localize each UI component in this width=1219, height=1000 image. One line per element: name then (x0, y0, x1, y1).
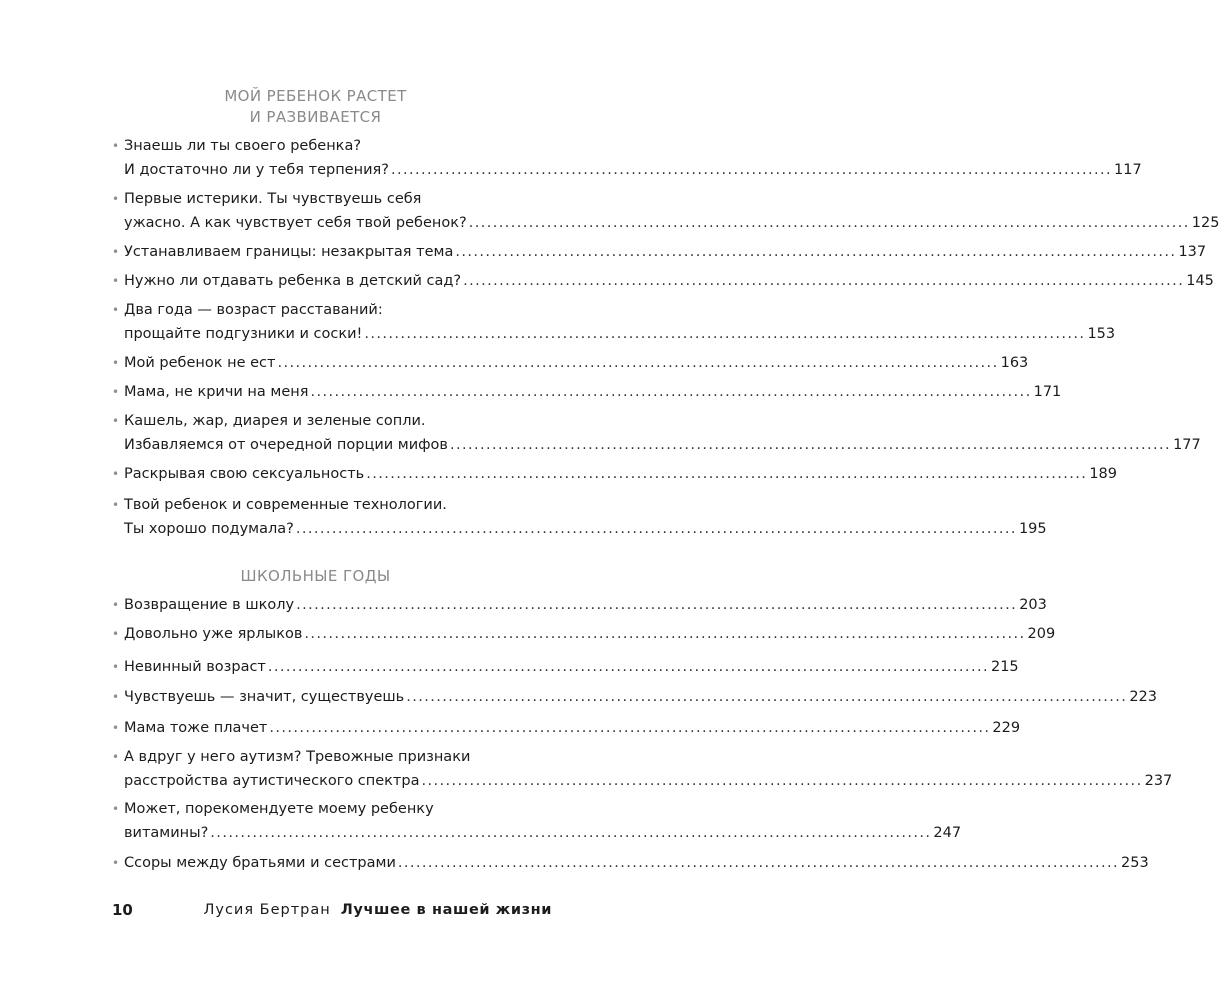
dot-leader: ........................................................................................................................ (455, 244, 1177, 260)
dot-leader: ........................................................................................................................ (390, 162, 1113, 178)
dot-leader: ........................................................................................................................ (463, 273, 1185, 289)
page-number: 247 (933, 825, 962, 841)
dot-leader: ........................................................................................................................ (406, 689, 1128, 705)
toc-entry (112, 187, 1219, 235)
dot-leader: ........................................................................................................................ (366, 466, 1088, 482)
bullet-icon: • (112, 802, 120, 816)
section-title-line: ШКОЛЬНЫЕ ГОДЫ (240, 567, 391, 585)
bullet-icon: • (112, 750, 120, 764)
toc-entry (112, 797, 962, 845)
page-number: 153 (1087, 326, 1116, 342)
entry-title-line: Устанавливаем границы: незакрытая тема (124, 244, 454, 260)
toc-entry (112, 493, 1047, 541)
toc-entry (112, 462, 1117, 486)
page-number: 171 (1033, 384, 1062, 400)
toc-entry (112, 134, 1142, 182)
entry-title-line: Первые истерики. Ты чувствуешь себя (124, 191, 422, 207)
author-name: Лусия Бертран (203, 902, 331, 918)
dot-leader: ........................................................................................................................ (269, 720, 991, 736)
bullet-icon: • (112, 414, 120, 428)
toc-entry (112, 716, 1021, 740)
page-number: 177 (1173, 437, 1201, 453)
dot-leader: ........................................................................................................................ (421, 773, 1143, 789)
dot-leader: ........................................................................................................................ (468, 215, 1190, 231)
entry-title-line: Кашель, жар, диарея и зеленые сопли. (124, 413, 426, 429)
bullet-icon: • (112, 245, 120, 259)
page-number: 209 (1027, 626, 1056, 642)
book-title: Лучшее в нашей жизни (340, 902, 552, 918)
entry-title-line: Нужно ли отдавать ребенка в детский сад? (124, 273, 462, 289)
page-number: 229 (992, 720, 1021, 736)
entry-title-line: Мама тоже плачет (124, 720, 268, 736)
toc-entry (112, 745, 1173, 793)
section-title (0, 566, 631, 587)
dot-leader: ........................................................................................................................ (310, 384, 1032, 400)
toc-entry (112, 593, 1047, 617)
toc-entry (112, 409, 1201, 457)
bullet-icon: • (112, 139, 120, 153)
entry-title-line: Чувствуешь — значит, существуешь (124, 689, 405, 705)
page-number: 163 (1000, 355, 1029, 371)
folio-page-number: 10 (112, 901, 133, 919)
page-number: 195 (1018, 521, 1047, 537)
toc-entry (112, 685, 1158, 709)
toc-entry (112, 622, 1056, 646)
dot-leader: ........................................................................................................................ (364, 326, 1086, 342)
entry-title-line: Ты хорошо подумала? (124, 521, 294, 537)
entry-title-line: Довольно уже ярлыков (124, 626, 303, 642)
entry-title-line: А вдруг у него аутизм? Тревожные признаки (124, 749, 471, 765)
dot-leader: ........................................................................................................................ (210, 825, 932, 841)
page-number: 253 (1121, 855, 1149, 871)
entry-title-line: Возвращение в школу (124, 597, 295, 613)
entry-title-line: Твой ребенок и современные технологии. (124, 497, 447, 513)
section-title-line: МОЙ РЕБЕНОК РАСТЕТ (224, 87, 407, 105)
toc-entry (112, 298, 1116, 346)
toc-entry (112, 380, 1062, 404)
bullet-icon: • (112, 856, 120, 870)
entry-title-line: Два года — возраст расставаний: (124, 302, 383, 318)
entry-title-line: Невинный возраст (124, 659, 266, 675)
bullet-icon: • (112, 660, 120, 674)
toc-entry (112, 351, 1029, 375)
entry-title-line: витамины? (124, 825, 209, 841)
entry-title-line: Раскрывая свою сексуальность (124, 466, 365, 482)
entry-title-line: ужасно. А как чувствует себя твой ребенок? (124, 215, 467, 231)
page-number: 125 (1191, 215, 1219, 231)
toc-entry (112, 655, 1019, 679)
dot-leader: ........................................................................................................................ (397, 855, 1119, 871)
page-number: 203 (1019, 597, 1047, 613)
page-number: 223 (1129, 689, 1158, 705)
dot-leader: ........................................................................................................................ (267, 659, 989, 675)
dot-leader: ........................................................................................................................ (295, 521, 1017, 537)
bullet-icon: • (112, 498, 120, 512)
entry-title-line: Избавляемся от очередной порции мифов (124, 437, 448, 453)
toc-entry (112, 269, 1214, 293)
page-number: 237 (1144, 773, 1173, 789)
entry-title-line: Ссоры между братьями и сестрами (124, 855, 396, 871)
entry-title-line: Знаешь ли ты своего ребенка? (124, 138, 362, 154)
bullet-icon: • (112, 303, 120, 317)
section-title (0, 86, 631, 128)
bullet-icon: • (112, 385, 120, 399)
bullet-icon: • (112, 274, 120, 288)
bullet-icon: • (112, 598, 120, 612)
bullet-icon: • (112, 690, 120, 704)
dot-leader: ........................................................................................................................ (296, 597, 1018, 613)
bullet-icon: • (112, 192, 120, 206)
bullet-icon: • (112, 627, 120, 641)
page-number: 145 (1186, 273, 1214, 289)
page-number: 189 (1089, 466, 1117, 482)
page-number: 117 (1114, 162, 1142, 178)
section-title-line: И РАЗВИВАЕТСЯ (249, 108, 382, 126)
toc-entry (112, 851, 1149, 875)
dot-leader: ........................................................................................................................ (277, 355, 999, 371)
running-footer (203, 898, 552, 922)
entry-title-line: расстройства аутистического спектра (124, 773, 420, 789)
entry-title-line: И достаточно ли у тебя терпения? (124, 162, 389, 178)
entry-title-line: прощайте подгузники и соски! (124, 326, 363, 342)
entry-title-line: Мой ребенок не ест (124, 355, 276, 371)
dot-leader: ........................................................................................................................ (449, 437, 1172, 453)
bullet-icon: • (112, 467, 120, 481)
toc-entry (112, 240, 1207, 264)
entry-title-line: Мама, не кричи на меня (124, 384, 309, 400)
bullet-icon: • (112, 356, 120, 370)
entry-title-line: Может, порекомендуете моему ребенку (124, 801, 434, 817)
page-number: 215 (990, 659, 1019, 675)
page-footer (112, 898, 552, 922)
bullet-icon: • (112, 721, 120, 735)
dot-leader: ........................................................................................................................ (304, 626, 1026, 642)
page-number: 137 (1178, 244, 1207, 260)
